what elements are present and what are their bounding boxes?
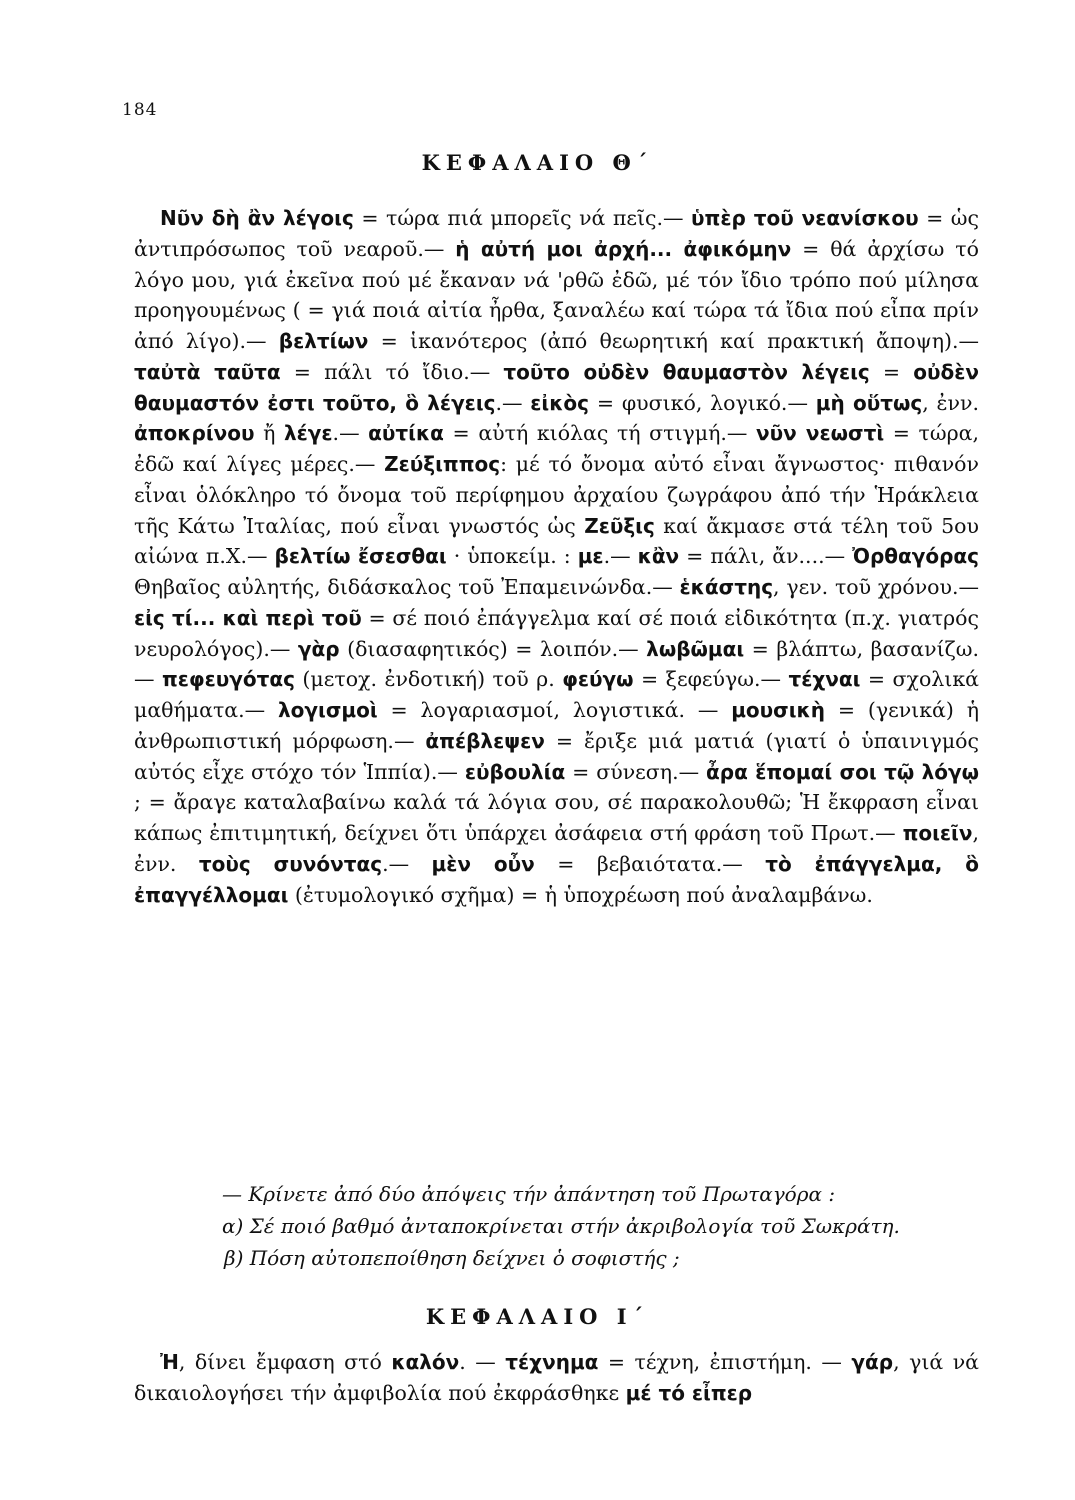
- gloss-text: , ἐνν.: [134, 821, 979, 876]
- lemma-term: βελτίων: [278, 329, 369, 353]
- gloss-text: =: [869, 359, 914, 384]
- gloss-text: Θηβαῖος αὐλητής, διδάσκαλος τοῦ Ἐπαμεινώνδα.—: [134, 575, 680, 599]
- chapter-heading: ΚΕΦΑΛΑΙΟ Θ΄: [421, 150, 654, 175]
- lemma-term: μὲν οὖν: [431, 851, 535, 876]
- question-a: α) Σέ ποιό βαθμό ἀνταποκρίνεται στήν ἀκριβολογία τοῦ Σωκράτη.: [222, 1214, 900, 1238]
- lemma-term: πεφευγότας: [161, 667, 295, 692]
- lemma-term: τέχνημα: [505, 1350, 599, 1374]
- gloss-text: = ἔριξε μιά ματιά (γιατί ὁ ὑπαινιγμός αὐτός εἶχε στόχο τόν Ἱππία).—: [134, 728, 979, 784]
- lemma-term: μουσικὴ: [731, 698, 825, 722]
- lemma-term: νῦν νεωστὶ: [756, 421, 885, 446]
- lemma-term: Ζεῦξις: [584, 513, 655, 538]
- lemma-term: ἀπέβλεψεν: [425, 728, 545, 753]
- gloss-text: : μέ τό ὄνομα αὐτό εἶναι ἄγνωστος· πιθανόν εἶναι ὁλόκληρο τό ὄνομα τοῦ περίφημου ἀρχαίου ζωγράφου ἀπό τήν Ἡράκλεια τῆς Κάτω Ἰταλίας, πού εἶναι γνωστός ὡς: [134, 452, 979, 538]
- lemma-term: Ὀρθαγόρας: [852, 544, 980, 569]
- gloss-text: (μετοχ. ἐνδοτική) τοῦ ρ.: [294, 667, 563, 692]
- gloss-text: (ἐτυμολογικό σχῆμα) = ἡ ὑποχρέωση πού ἀναλαμβάνω.: [288, 882, 873, 907]
- lemma-term: ἀποκρίνου: [134, 421, 255, 446]
- gloss-text: · ὑποκείμ. :: [446, 544, 578, 569]
- gloss-text: = αὐτή κιόλας τή στιγμή.—: [443, 421, 757, 446]
- gloss-text: , δίνει ἔμφαση στό: [178, 1350, 392, 1374]
- lemma-term: ἆρα ἕπομαί σοι τῷ λόγῳ: [706, 759, 979, 784]
- gloss-text: = πάλι, ἄν....—: [679, 544, 853, 569]
- lemma-term: Νῦν δὴ ἂν λέγοις: [160, 206, 354, 230]
- gloss-text: ; = ἄραγε καταλαβαίνω καλά τά λόγια σου, σέ παρακολουθῶ; Ἡ ἔκφραση εἶναι κάπως ἐπιτιμητική, δείχνει ὅτι ὑπάρχει ἀσάφεια στή φράση τοῦ Πρωτ.—: [134, 790, 979, 845]
- lemma-term: τέχναι: [788, 667, 861, 692]
- gloss-text: = βλάπτω, βασανίζω.—: [134, 636, 979, 692]
- gloss-text: (διασαφητικός) = λοιπόν.—: [339, 636, 647, 661]
- lemma-term: Ζεύξιππος: [384, 452, 501, 476]
- lemma-term: ἡ αὐτή μοι ἀρχή... ἀφικόμην: [455, 236, 792, 261]
- lemma-term: Ἠ: [160, 1350, 179, 1374]
- lemma-term: λογισμοὶ: [278, 698, 378, 722]
- gloss-text: = λογαριασμοί, λογιστικά. —: [377, 698, 732, 722]
- gloss-text: , γιά νά δικαιολογήσει τήν ἀμφιβολία πού ἐκφράσθηκε: [134, 1350, 979, 1405]
- gloss-text: ἤ: [254, 421, 284, 446]
- lemma-term: ποιεῖν: [902, 821, 973, 845]
- lemma-term: γὰρ: [297, 636, 340, 661]
- gloss-text: , ἐνν.: [922, 390, 979, 415]
- gloss-text: .—: [332, 421, 369, 446]
- lemma-term: ταὐτὰ ταῦτα: [134, 359, 281, 384]
- gloss-text: = σέ ποιό ἐπάγγελμα καί σέ ποιά εἰδικότητα (π.χ. γιατρός νευρολόγος).—: [134, 605, 979, 661]
- gloss-text: = ξεφεύγω.—: [633, 667, 789, 692]
- lemma-term: κἂν: [637, 544, 680, 569]
- gloss-text: = σύνεση.—: [565, 759, 707, 784]
- comprehension-questions: [222, 1178, 1002, 1274]
- lemma-term: μέ τό εἶπερ: [625, 1380, 753, 1405]
- lemma-term: τὸ ἐπάγγελμα, ὃ ἐπαγγέλλομαι: [134, 851, 979, 907]
- lemma-term: γάρ: [851, 1350, 894, 1374]
- lemma-term: ἑκάστης: [679, 575, 774, 599]
- lemma-term: ὑπὲρ τοῦ νεανίσκου: [691, 206, 919, 230]
- gloss-text: = τέχνη, ἐπιστήμη. —: [598, 1350, 852, 1374]
- gloss-text: , γεν. τοῦ χρόνου.—: [773, 575, 979, 599]
- lemma-term: βελτίω ἔσεσθαι: [274, 544, 447, 569]
- gloss-text: . —: [459, 1350, 506, 1374]
- gloss-text: .—: [495, 390, 531, 415]
- lemma-term: λωβῶμαι: [646, 636, 745, 661]
- lemma-term: λέγε: [284, 421, 333, 446]
- question-b: β) Πόση αὐτοπεποίθηση δείχνει ὁ σοφιστής ;: [224, 1246, 680, 1270]
- lemma-term: εὐβουλία: [464, 759, 566, 784]
- gloss-text: = βεβαιότατα.—: [534, 851, 766, 876]
- gloss-text: = θά ἀρχίσω τό λόγο μου, γιά ἐκεῖνα πού μέ ἔκαναν νά 'ρθῶ ἐδῶ, μέ τόν ἴδιο τρόπο πού μίλησα προηγουμένως ( = γιά ποιά αἰτία ἦρθα, ξαναλέω καί τώρα τά ἴδια πού εἶπα πρίν ἀπό λίγο).—: [134, 236, 979, 353]
- gloss-text: .—: [382, 851, 432, 876]
- question-intro: — Κρίνετε ἀπό δύο ἀπόψεις τήν ἀπάντηση τοῦ Πρωταγόρα :: [222, 1182, 836, 1206]
- lemma-term: οὐδὲν θαυμαστόν ἐστι τοῦτο, ὃ λέγεις: [134, 359, 979, 415]
- chapter-heading-2: ΚΕΦΑΛΑΙΟ Ι΄: [425, 1304, 650, 1329]
- lemma-term: φεύγω: [562, 667, 634, 692]
- gloss-text: = φυσικό, λογικό.—: [589, 390, 816, 415]
- gloss-text: .—: [603, 544, 638, 569]
- lemma-term: καλόν: [391, 1350, 460, 1374]
- gloss-text: = ὡς ἀντιπρόσωπος τοῦ νεαροῦ.—: [134, 206, 979, 261]
- glossary-paragraph: [134, 203, 979, 910]
- gloss-text: = τώρα πιά μπορεῖς νά πεῖς.—: [353, 206, 692, 230]
- lemma-term: με: [577, 544, 604, 569]
- gloss-text: καί ἄκμασε στά τέλη τοῦ 5ου αἰώνα π.Χ.—: [134, 513, 979, 569]
- glossary-paragraph-2: [134, 1347, 979, 1409]
- gloss-text: = ἱκανότερος (ἀπό θεωρητική καί πρακτική ἄποψη).—: [368, 329, 979, 353]
- lemma-term: αὐτίκα: [368, 421, 444, 446]
- lemma-term: τοῦτο οὐδὲν θαυμαστὸν λέγεις: [503, 359, 870, 384]
- lemma-term: τοὺς συνόντας: [198, 851, 383, 876]
- lemma-term: εἰς τί... καὶ περὶ τοῦ: [134, 605, 362, 630]
- page-number: 184: [122, 100, 158, 120]
- gloss-text: = πάλι τό ἴδιο.—: [280, 359, 504, 384]
- lemma-term: εἰκὸς: [530, 390, 590, 415]
- gloss-text: = (γενικά) ἡ ἀνθρωπιστική μόρφωση.—: [134, 698, 979, 753]
- gloss-text: = τώρα, ἐδῶ καί λίγες μέρες.—: [134, 421, 979, 476]
- lemma-term: μὴ οὕτως: [815, 390, 923, 415]
- gloss-text: = σχολικά μαθήματα.—: [134, 667, 979, 722]
